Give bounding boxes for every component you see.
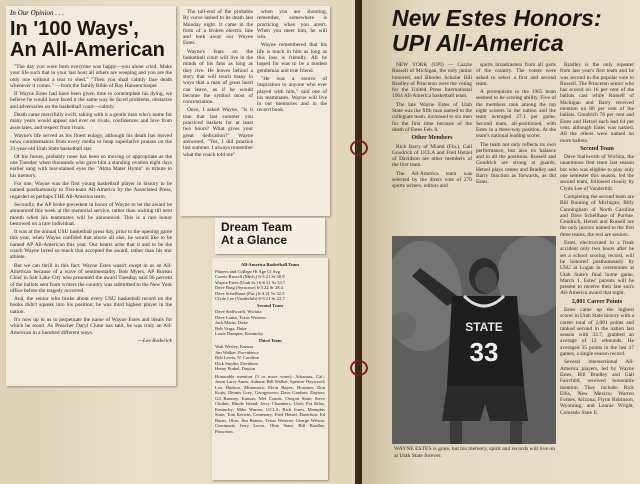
tribute-paragraph: The tall-end of the probable Ry curve lashed to its death last Monday night. It came in the form of a broken electric line and took away our Wayne Estes.: [183, 9, 253, 47]
opinion-paragraph: For one, Wayne was the first young basketball player in history to be named posthumously to first-team All-America by the Associated Press, regarded as perhaps THE All-America team.: [10, 181, 172, 200]
opinion-body: [10, 64, 172, 344]
opinion-paragraph: "The day you were born everyone was happy—you alone cried. Make your life such that in your last hour all others are weeping and you are the only one without a tear to shed." "Then you shall calmly face death whenever it comes." —from the family Bible of Ray Hansenclooper: [10, 64, 172, 89]
upi-paragraph: sports broadcasters from all parts of the country. The voters were asked to select a first and second team.: [476, 62, 556, 87]
roster-row: Dave Bing (Syracuse) 6-3 22 Sr 28.4: [215, 285, 284, 290]
roster-row: Bob Lewis, N. Carolina: [215, 355, 259, 360]
upi-paragraph: Rick Barry of Miami (Fla.), Gail Goodrich of UCLA and Fred Hetzel of Davidson are other members of the first team.: [392, 143, 472, 169]
roster-first-team: [215, 274, 325, 302]
tribute-column-1: [183, 9, 253, 160]
tribute-clipping: [180, 6, 330, 216]
jersey-number: 33: [469, 337, 499, 367]
upi-paragraph: The late Wayne Estes of Utah State was the fifth man named to the collegiate team, increased to six men for the first time because of the death of Estes Feb. 8.: [392, 101, 472, 133]
right-headline: [392, 6, 632, 56]
upi-paragraph: Estes came up the highest scorer in Utah State history with a career total of 2,001 points and ranked second in the nation last season with 33.7, grabbed an average of 12 rebounds. He averaged 35 points in the last 17 games, a single season record.: [560, 306, 634, 358]
player-photo: [392, 236, 556, 444]
roster-columns-header: Players and College Ht Age Cl Avg: [215, 268, 280, 274]
opinion-paragraph: It was at the annual USU basketball press day, prior to the opening game this year, when Wayne confided that above all else, he would like to be named AP All-American this year. Our hearts ache that it and to be the coach Wayne loved so much that accepted the award, rather than his star athlete.: [10, 229, 172, 261]
upi-paragraph: The All-America team was selected by the direct vote of 276 sports writers, editors and: [392, 170, 472, 190]
tribute-paragraph: Wayne's feats on the basketball court will live in the minds of his fans as long as they live. He leaves behind a story that will touch many in ways that a man of great heart can leave, as if he would become the symbol most of concentration.: [183, 48, 253, 106]
opinion-paragraph: And, the senior who broke about every USU basketball record on the books didn't squeak into his position; he was third highest player in the nation.: [10, 296, 172, 315]
upi-column-2: [476, 62, 556, 192]
opinion-paragraph: Death came mercifully swift, taking with it a gentle man who's name for many years would appear and ever on rivals, confidences and love from associates, and respect from rivals.: [10, 112, 172, 131]
opinion-headline: [10, 19, 172, 61]
player-photo-illustration: [392, 236, 556, 444]
honorable-mention: Honorable mention (3 or more votes): Arkansas, Cal.; Jason Larry Ames, Auburn; Bill Walker, Spencer Haywood; Lou Hudson, Minnesota; Elvin Hayes, Houston; Don Kojis; Dennis Grey, Georgetown; Dave Gardner, Dayton; Gil Ramsey, Kansas; Mel Counts, Oregon State; Steve Chubin, Rhode Island; Jerry Chambers, Utah; Pat Riley, Kentucky; Mike Warren, UCLA; Rich Jones, Memphis State; Tom Kerwin, Centenary; Fred Hetzel, Davidson; Ed Burns, Ohio; Jim Barnes, Texas Western; George Wilson, Cincinnati; Jerry Lucas, Ohio State; Bill Bradley, Princeton.: [215, 373, 325, 434]
dream-team-title-line2: At a Glance: [221, 233, 288, 247]
roster-row: Dick Snyder, Davidson: [215, 360, 258, 366]
tribute-paragraph: when you are shooting, remember, somewhere is practicing when you aren't. When you meet him, he will win.: [257, 9, 327, 41]
roster-row: Walt Wesley, Kansas: [215, 344, 254, 349]
upi-article-columns: [392, 62, 556, 234]
right-headline-line1: New Estes Honors:: [392, 5, 602, 31]
upi-paragraph: The team not only reflects its own performance, but also its balance and in all the positions. Russell and Goodrich are strong at guards, Hetzel plays center and Bradley and Barry function as forwards, as did Estes.: [476, 141, 556, 186]
upi-paragraph: Bradley is the only repeater from last year's first team and he was second in the popular vote to Russell. The Princeton senior who has scored on 16 per cent of the ballots cast while Russell of Michigan and Barry received mention on 86 per cent of the ballots. Goodrich 76 per cent and Estes and Hetzel each had 64 per cent, although Estes was named. All the others were named on more ballots.: [560, 62, 634, 144]
roster-header: All-America Basketball Team: [241, 262, 299, 267]
roster-row: Dave Schellhase (Pur.) 6-4 21 Sr 32.5: [215, 290, 285, 296]
roster-row: Cazzie Russell (Mich.) 6-5 21 Sr 30.8: [215, 274, 285, 279]
opinion-paragraph: If Wayne Estes had have been given time to contemplate his dying, we believe he would have faced it the same way he faced problems, obstacles and adversaries on the basketball court—calmly.: [10, 91, 172, 110]
binding-ribbon-top: [350, 140, 368, 156]
binding-ribbon-bottom: [350, 360, 368, 376]
opinion-clipping: [6, 6, 176, 386]
upi-paragraph: Estes, electrocuted in a freak accident only two hours after he set a school scoring record, will be honored posthumously by USU at Logan in ceremonies at Utah State's final home game, March 1. Estes' parents will be present to receive their late son's All-America award that night.: [560, 240, 634, 297]
roster-second-team: [215, 309, 325, 337]
upi-column-1: [392, 62, 472, 192]
upi-paragraph: Completing the second team are Bill Bunting of Michigan, Billy Cunningham of North Carolina and Dave Schellhase of Purdue. Goodrich, Hetzel and Russell are the only juniors named to the first three teams, the rest are seniors.: [560, 193, 634, 238]
kicker: In Our Opinion . . .: [10, 9, 65, 17]
right-headline-line2: UPI All-America: [392, 30, 564, 56]
upi-paragraph: NEW YORK (UPI) — Cazzie Russell of Michigan, the only junior honored, and Rhodes Scholar Bill Bradley of Princeton were the voting for the United Press International 1964 All-America basketball team.: [392, 62, 472, 100]
opinion-paragraph: Secondly, the AP broke precedent in honor of Wayne to let the award be announced this week at the memorial service, rather than waiting till next month when his teammates will be announced. This is a rare honor bestowed on a rare individual.: [10, 201, 172, 227]
upi-subhead-second-team: Second Team: [580, 145, 614, 152]
roster-row: Dave Lattin, Texas Western: [215, 314, 266, 320]
roster-row: Henry Finkel, Dayton: [215, 366, 256, 371]
upi-column-3: [560, 62, 634, 480]
upi-subhead: Other Members: [411, 135, 453, 142]
upi-paragraph: Several intersectional All-America players, led by Wayne Estes, Bill Bradley and Gail Fairchild, received honorable mention. They include: Rick Ellis, New Mexico; Warren Forbes, Arizona; Flynn Robinson, Wyoming; and Lonnie Wright, Colorado State U.: [560, 359, 634, 416]
opinion-paragraph: Wayne's life served as his finest eulogy, although his death has moved news commentators from every media to heap superlative praises on the 21-year-old Utah State basketball star.: [10, 132, 172, 152]
opinion-headline-line2: An All-American: [10, 39, 165, 61]
tribute-paragraph: "He was a source of inspiration to anyone who ever played with him," said one of his teammates. Wayne will live in our memories and in the record book.: [257, 75, 327, 114]
opinion-byline: —Lee Roderick: [137, 337, 172, 344]
third-team-header: Third Team: [258, 337, 282, 343]
roster-row: Clyde Lee (Vanderbilt) 6-9 21 Sr 22.7: [215, 296, 285, 301]
upi-paragraph: Dave Stallworth of Wichita, the unanimous first team last season but who was eligible to play only one semester this season, led the second team, followed closely by Clyde Lee of Vanderbilt.: [560, 154, 634, 192]
dream-team-clipping: [215, 218, 325, 254]
opinion-paragraph: It's now up to us to perpetuate the name of Wayne Estes and ideals for which he stood. As Preacher Daryl Chase has said, he was truly an All-American in a hundred different ways.: [10, 316, 172, 336]
roster-third-team: [215, 344, 325, 372]
tribute-paragraph: Wayne remembered that his life is much in him as long as this loss is friendly. All he hoped for was to be a modest gentleman and true friend.: [257, 42, 327, 74]
roster-row: Wayne Estes (Utah St.) 6-6 21 Sr 33.7: [215, 279, 286, 285]
tribute-column-2: [257, 9, 327, 160]
photo-caption: WAYNE ESTES is gone, but his memory, spirit and records will live on at Utah State forever.: [394, 446, 556, 459]
roster-row: Jack Marin, Duke: [215, 320, 248, 325]
opinion-paragraph: But we can thrill in this fact: Wayne Estes wasn't swept in as an All-American because of a wave of sentimentality. Bob Myers, AP Bureau Chief in Salt Lake City who presented the award Tuesday, said 96 percent of the ballots sent from writers the country was submitted to the New York office before the tragedy occurred.: [10, 262, 172, 294]
binding-gutter: [355, 0, 362, 484]
jersey-lettering: STATE: [465, 320, 503, 334]
dream-team-title: [221, 221, 319, 247]
roster-row: Dave Stallworth, Wichita: [215, 309, 262, 314]
tribute-paragraph: Once, I asked Wayne, "Is it true that last summer you practiced baskets for at least two hours? What gives your great dedication?" Wayne answered, "Yes, I did practice last summer. I always remember what the coach told me": [183, 107, 253, 158]
opinion-headline-line1: In '100 Ways',: [10, 18, 139, 40]
roster-row: Louie Dampier, Kentucky: [215, 331, 263, 336]
roster-row: Jim Walker, Providence: [215, 349, 259, 355]
opinion-paragraph: Of his future, probably none has been so moving or appropriate as the one Tuesday when thousands who gave him a standing ovation eight days earlier sang with tear-stained eyes the "Alma Mater Hymn" in tribute to his memory.: [10, 153, 172, 179]
roster-clipping: [212, 258, 328, 480]
roster-row: Bob Verga, Duke: [215, 325, 247, 331]
upi-paragraph: A prerequisite to the 1965 team seemed to be scoring ability. Five of the members rank among the top eight scorers in the nation and the team averaged 27.1 per game. Second team, all-positioned, with Estes in a three-way position. At the team's national leading scorer.: [476, 89, 556, 140]
upi-subhead-career-points: 2,001 Career Points: [571, 298, 623, 305]
dream-team-title-line1: Dream Team: [221, 220, 293, 234]
second-team-header: Second Team: [257, 302, 283, 308]
